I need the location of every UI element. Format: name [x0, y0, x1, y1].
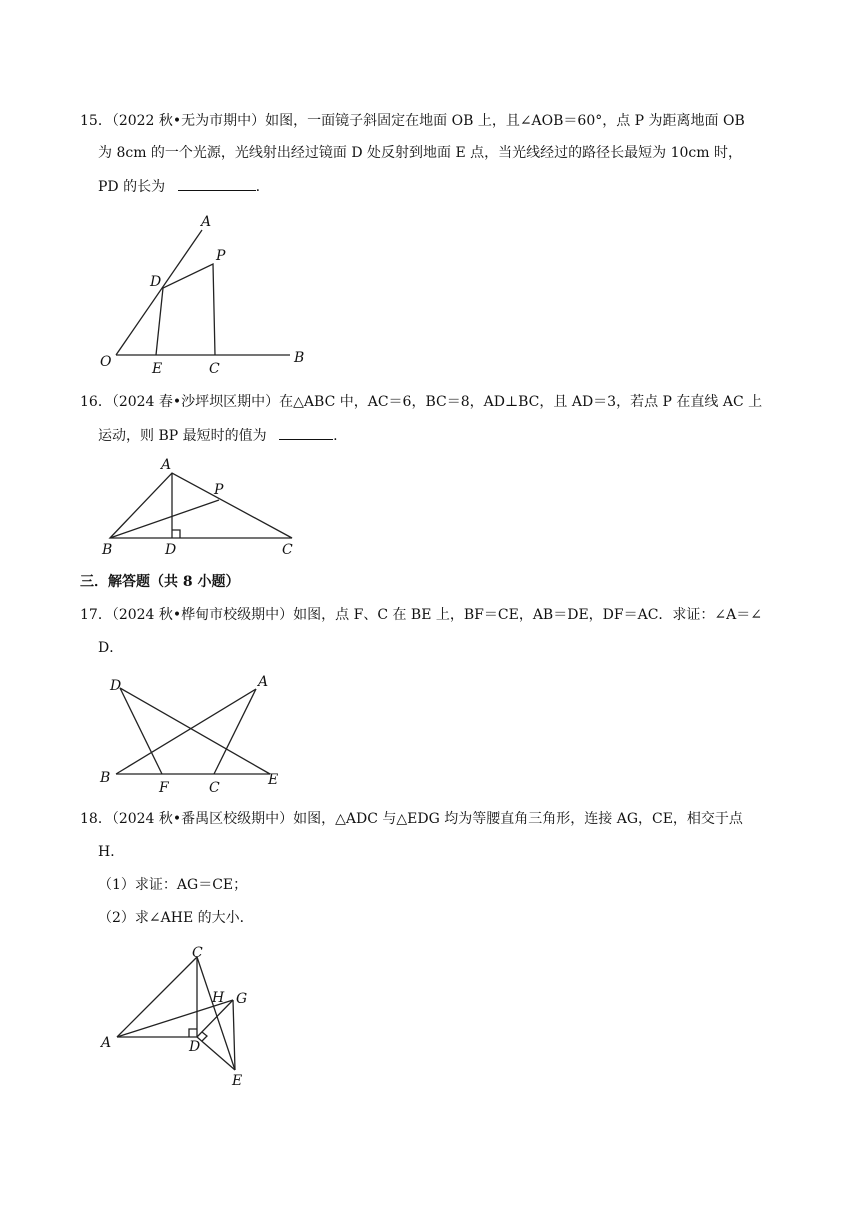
q18-label-C: C	[192, 945, 203, 961]
q15-label-D: D	[150, 274, 162, 290]
q15-label-A: A	[201, 214, 212, 230]
q15-label-P: P	[216, 248, 226, 264]
q15-label-B: B	[294, 350, 305, 366]
q16-label-A: A	[161, 457, 172, 473]
q15-text-line3-end: .	[255, 179, 261, 195]
q15-text-line2: 为 8cm 的一个光源，光线射出经过镜面 D 处反射到地面 E 点，当光线经过的路径长最短为 10cm 时，	[98, 145, 742, 161]
section-heading: 三．解答题（共 8 小题）	[80, 574, 240, 590]
q17-label-A: A	[258, 674, 269, 690]
q18-label-A: A	[101, 1035, 112, 1051]
q16-label-C: C	[282, 542, 293, 558]
q16-text-line2-start: 运动，则 BP 最短时的值为	[98, 428, 267, 444]
q18-label-G: G	[236, 991, 248, 1007]
q18-segment-AC	[117, 957, 197, 1037]
q17-label-D: D	[110, 678, 122, 694]
q17-label-B: B	[100, 770, 111, 786]
q16-text-line2-end: .	[333, 428, 338, 444]
q17-text-line2: D．	[98, 640, 124, 656]
q18-right-angle-mark-EDG	[202, 1032, 207, 1041]
q18-label-H: H	[212, 990, 225, 1006]
q16-text-line1: 16．（2024 春•沙坪坝区期中）在△ABC 中，AC＝6，BC＝8，AD⊥BC，且 AD＝3，若点 P 在直线 AC 上	[80, 394, 763, 410]
q17-text-line1: 17．（2024 秋•桦甸市校级期中）如图，点 F、C 在 BE 上，BF＝CE，AB＝DE，DF＝AC．求证：∠A＝∠	[80, 607, 762, 623]
q18-right-angle-mark-ADC	[189, 1029, 197, 1037]
q15-text-line1: 15．（2022 秋•无为市期中）如图，一面镜子斜固定在地面 OB 上，且∠AOB＝60°，点 P 为距离地面 OB	[80, 113, 745, 129]
q16-label-D: D	[165, 542, 177, 558]
q16-label-P: P	[214, 482, 224, 498]
q17-label-F: F	[159, 780, 169, 796]
q18-part1: （1）求证：AG＝CE；	[98, 877, 248, 893]
q18-segment-GE	[233, 1000, 235, 1070]
q15-label-O: O	[100, 354, 112, 370]
q15-label-E: E	[152, 361, 163, 377]
q18-part2: （2）求∠AHE 的大小．	[98, 910, 254, 926]
q18-label-D: D	[189, 1039, 201, 1055]
q16-label-B: B	[102, 542, 113, 558]
q17-label-E: E	[268, 772, 279, 788]
q18-text-line2: H．	[98, 844, 125, 860]
q18-label-E: E	[232, 1073, 243, 1089]
q17-label-C: C	[209, 780, 220, 796]
q18-text-line1: 18．（2024 秋•番禺区校级期中）如图，△ADC 与△EDG 均为等腰直角三角形，连接 AG，CE，相交于点	[80, 811, 743, 827]
q15-label-C: C	[209, 361, 220, 377]
q15-text-line3-start: PD 的长为	[98, 179, 166, 195]
